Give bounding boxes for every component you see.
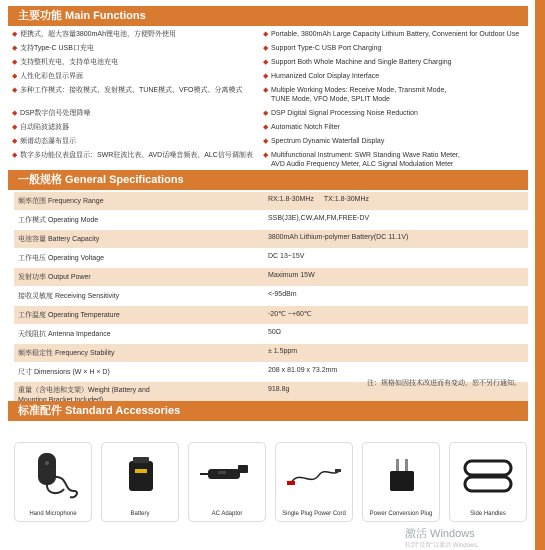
accessory-label: Single Plug Power Cord	[282, 511, 346, 517]
accessory-label: Hand Microphone	[29, 511, 77, 517]
battery-icon	[111, 447, 171, 502]
list-item: ◆ DSP Digital Signal Processing Noise Reduction	[263, 110, 418, 117]
spec-value: 50Ω	[268, 329, 282, 336]
list-item: ◆ Multiple Working Modes: Receive Mode, Transmit Mode, TUNE Mode, VFO Mode, SPLIT Mode	[263, 87, 447, 103]
bullet-icon: ◆	[263, 31, 269, 38]
bullet-icon: ◆	[12, 124, 18, 131]
list-item: ◆ 人性化彩色显示界面	[12, 73, 83, 80]
list-item: ◆ Portable, 3800mAh Large Capacity Lithium Battery, Convenient for Outdoor Use	[263, 31, 520, 38]
accessories-header: 标准配件 Standard Accessories	[8, 401, 528, 421]
list-item: ◆ 频谱动态瀑布显示	[12, 138, 76, 145]
bullet-icon: ◆	[12, 31, 18, 38]
functions-list-cn	[12, 30, 260, 165]
spec-key: 接收灵敏度 Receiving Sensitivity	[18, 293, 120, 300]
bullet-icon: ◆	[12, 45, 18, 52]
accessory-hand-microphone	[14, 442, 92, 522]
power-plug-icon	[372, 447, 432, 502]
bullet-icon: ◆	[263, 59, 269, 66]
accessory-power-cord	[275, 442, 353, 522]
spec-value: Maximum 15W	[268, 272, 315, 279]
side-handles-icon	[459, 447, 519, 502]
list-item: ◆ Automatic Notch Filter	[263, 124, 340, 131]
spec-key: 工作电压 Operating Voltage	[18, 255, 104, 262]
bullet-icon: ◆	[12, 152, 18, 159]
accessories-row	[14, 442, 528, 522]
spec-key: 重量（含电池和支架）Weight (Battery and	[18, 387, 150, 394]
list-item: ◆ Multifunctional Instrument: SWR Standing Wave Ratio Meter, AVD Audio Frequency Meter, ALC Signal Modulation Meter	[263, 152, 460, 168]
bullet-icon: ◆	[263, 73, 269, 80]
table-row	[14, 249, 528, 268]
spec-value: DC 13~15V	[268, 253, 305, 260]
list-item: ◆ Humanized Color Display Interface	[263, 73, 380, 80]
list-item: ◆ DSP数字信号处理降噪	[12, 110, 91, 117]
spec-key: 工作模式 Operating Mode	[18, 217, 99, 224]
accessory-side-handles	[449, 442, 527, 522]
spec-value: 918.8g	[268, 386, 290, 393]
spec-value: RX:1.8-30MHz TX:1.8-30MHz	[268, 196, 370, 203]
accessory-label: Power Conversion Plug	[369, 511, 433, 517]
accessory-ac-adaptor	[188, 442, 266, 522]
hand-microphone-icon	[24, 447, 84, 502]
bullet-icon: ◆	[12, 87, 18, 94]
power-cord-icon	[285, 447, 345, 502]
list-item: ◆ Support Both Whole Machine and Single Battery Charging	[263, 59, 452, 66]
accessory-label: AC Adaptor	[211, 511, 243, 517]
bullet-icon: ◆	[263, 87, 269, 94]
list-item: ◆ 自动陷波滤波器	[12, 124, 69, 131]
spec-value: ± 1.5ppm	[268, 348, 298, 355]
table-row	[14, 230, 528, 249]
spec-value: <-95dBm	[268, 291, 297, 298]
table-row	[14, 306, 528, 325]
spec-key: 发射功率 Output Power	[18, 274, 91, 281]
windows-activation-watermark: 激活 Windows	[405, 528, 475, 540]
table-row	[14, 287, 528, 306]
table-row	[14, 268, 528, 287]
bullet-icon: ◆	[12, 73, 18, 80]
specs-header: 一般规格 General Specifications	[8, 170, 528, 190]
accessory-battery	[101, 442, 179, 522]
spec-value: 3800mAh Lithium-polymer Battery(DC 11.1V)	[268, 234, 409, 241]
accessory-label: Side Handles	[470, 511, 506, 517]
bullet-icon: ◆	[263, 152, 269, 159]
list-item: ◆ Spectrum Dynamic Waterfall Display	[263, 138, 385, 145]
spec-key: 天线阻抗 Antenna Impedance	[18, 331, 111, 338]
bullet-icon: ◆	[263, 110, 269, 117]
spec-key: 电池容量 Battery Capacity	[18, 236, 100, 243]
bullet-icon: ◆	[263, 124, 269, 131]
list-item: ◆ Support Type-C USB Port Charging	[263, 45, 382, 52]
bullet-icon: ◆	[12, 59, 18, 66]
list-item: ◆ 数字多功能仪表盘显示：SWR驻波比表、AVD话噪音频表、ALC信号调制表	[12, 152, 253, 159]
functions-list-en	[263, 30, 528, 174]
windows-activation-subtext: 转到"设置"以激活 Windows。	[405, 543, 484, 549]
table-row	[14, 325, 528, 344]
list-item: ◆ 支持Type-C USB口充电	[12, 45, 94, 52]
spec-key: 工作温度 Operating Temperature	[18, 312, 120, 319]
main-functions-header: 主要功能 Main Functions	[8, 6, 528, 26]
list-item: ◆ 便携式，超大容量3800mAh锂电池，方便野外使用	[12, 31, 176, 38]
table-row	[14, 211, 528, 230]
bullet-icon: ◆	[12, 138, 18, 145]
list-item: ◆ 多种工作模式：接收模式、发射模式、TUNE模式、VFO模式、分离模式	[12, 87, 243, 94]
bullet-icon: ◆	[12, 110, 18, 117]
bullet-icon: ◆	[263, 45, 269, 52]
spec-value: -20℃ ~+60℃	[268, 311, 312, 318]
bullet-icon: ◆	[263, 138, 269, 145]
accessory-label: Battery	[130, 511, 150, 517]
spec-key: 尺寸 Dimensions (W × H × D)	[18, 369, 110, 376]
spec-value: SSB(J3E),CW,AM,FM,FREE-DV	[268, 215, 370, 222]
list-item: ◆ 支持整机充电，支持单电池充电	[12, 59, 118, 66]
ac-adaptor-icon	[198, 447, 258, 502]
spec-key: 频率稳定性 Frequency Stability	[18, 350, 115, 357]
accessory-power-plug	[362, 442, 440, 522]
spec-key: 频率范围 Frequency Range	[18, 198, 104, 205]
specs-note: 注：规格如因技术改进而有变动，恕不另行通知。	[367, 380, 521, 387]
spec-value: 208 x 81.09 x 73.2mm	[268, 367, 338, 374]
table-row	[14, 192, 528, 211]
table-row	[14, 344, 528, 363]
